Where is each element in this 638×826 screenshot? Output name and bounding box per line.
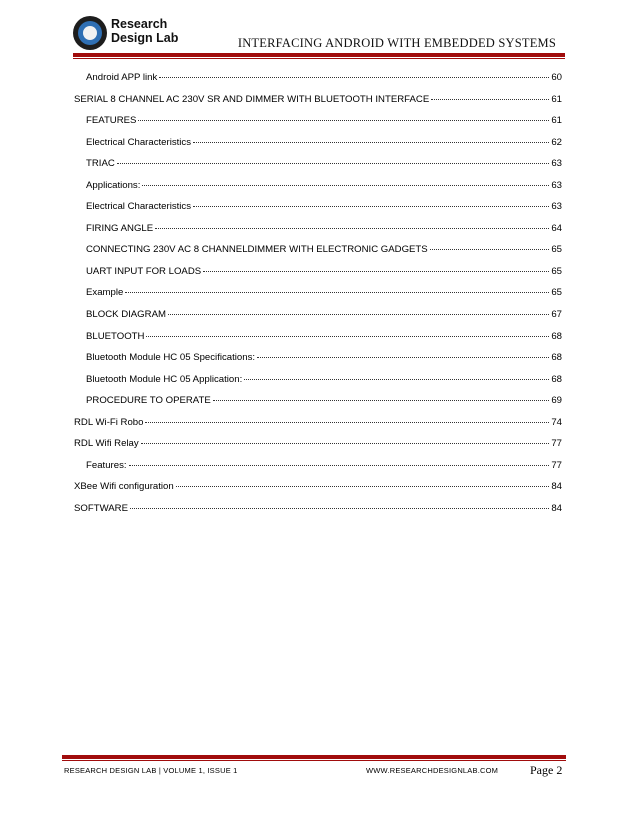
toc-entry-page: 63 <box>551 158 562 170</box>
toc-dot-leader <box>257 357 549 358</box>
toc-entry[interactable] <box>74 94 562 116</box>
research-design-lab-logo <box>73 16 223 56</box>
toc-entry[interactable] <box>74 503 562 525</box>
toc-entry-title: Applications: <box>86 179 141 191</box>
logo-text <box>111 17 178 45</box>
toc-entry[interactable] <box>74 244 562 266</box>
toc-dot-leader <box>244 379 549 380</box>
toc-entry-title: BLUETOOTH <box>86 330 145 342</box>
toc-entry-page: 84 <box>551 481 562 493</box>
logo-emblem-icon <box>73 16 107 50</box>
toc-dot-leader <box>168 314 549 315</box>
toc-entry-page: 77 <box>551 438 562 450</box>
toc-entry[interactable] <box>74 201 562 223</box>
toc-entry[interactable] <box>74 309 562 331</box>
toc-entry-page: 74 <box>551 416 562 428</box>
toc-dot-leader <box>213 400 550 401</box>
logo-line-2: Design Lab <box>111 31 179 45</box>
toc-entry-title: UART INPUT FOR LOADS <box>86 265 202 277</box>
toc-entry-page: 63 <box>551 179 562 191</box>
toc-entry-page: 65 <box>551 287 562 299</box>
toc-dot-leader <box>176 486 550 487</box>
toc-entry-title: RDL Wifi Relay <box>74 438 139 450</box>
header-rule-thin <box>73 58 565 59</box>
toc-entry-title: Bluetooth Module HC 05 Specifications: <box>86 352 256 364</box>
toc-entry-page: 65 <box>551 244 562 256</box>
toc-entry[interactable] <box>74 395 562 417</box>
toc-entry-page: 64 <box>551 222 562 234</box>
toc-entry-title: PROCEDURE TO OPERATE <box>86 395 211 407</box>
toc-entry-title: Electrical Characteristics <box>86 201 192 213</box>
toc-entry[interactable] <box>74 481 562 503</box>
toc-entry-title: Electrical Characteristics <box>86 136 192 148</box>
footer-rule <box>62 755 566 759</box>
toc-entry[interactable] <box>74 266 562 288</box>
toc-dot-leader <box>145 422 549 423</box>
toc-entry[interactable] <box>74 438 562 460</box>
toc-entry-title: SERIAL 8 CHANNEL AC 230V SR AND DIMMER WITH BLUETOOTH INTERFACE <box>74 93 430 105</box>
toc-entry[interactable] <box>74 331 562 353</box>
logo-line-1: Research <box>111 17 168 31</box>
toc-dot-leader <box>430 249 550 250</box>
toc-entry[interactable] <box>74 158 562 180</box>
toc-dot-leader <box>146 336 549 337</box>
toc-dot-leader <box>141 443 550 444</box>
toc-entry[interactable] <box>74 72 562 94</box>
toc-entry[interactable] <box>74 287 562 309</box>
toc-entry[interactable] <box>74 352 562 374</box>
toc-entry[interactable] <box>74 460 562 482</box>
toc-entry-title: CONNECTING 230V AC 8 CHANNELDIMMER WITH ELECTRONIC GADGETS <box>86 244 428 256</box>
toc-entry-title: Example <box>86 287 124 299</box>
toc-dot-leader <box>130 508 549 509</box>
toc-entry-page: 77 <box>551 459 562 471</box>
toc-entry[interactable] <box>74 137 562 159</box>
toc-dot-leader <box>193 206 549 207</box>
toc-dot-leader <box>203 271 549 272</box>
page-header <box>0 0 638 60</box>
toc-entry-page: 68 <box>551 373 562 385</box>
toc-dot-leader <box>431 99 549 100</box>
table-of-contents <box>74 72 562 524</box>
toc-entry[interactable] <box>74 115 562 137</box>
toc-entry-title: RDL Wi-Fi Robo <box>74 416 144 428</box>
page-number: Page 2 <box>530 763 563 777</box>
toc-entry-page: 69 <box>551 395 562 407</box>
footer-website: WWW.RESEARCHDESIGNLAB.COM <box>366 766 499 775</box>
toc-entry-title: XBee Wifi configuration <box>74 481 174 493</box>
footer-rule-thin <box>62 760 566 761</box>
toc-entry-title: TRIAC <box>86 158 115 170</box>
toc-entry-page: 61 <box>551 115 562 127</box>
toc-entry-title: FEATURES <box>86 115 137 127</box>
toc-entry-page: 63 <box>551 201 562 213</box>
toc-entry-page: 62 <box>551 136 562 148</box>
toc-entry-page: 65 <box>551 265 562 277</box>
toc-entry[interactable] <box>74 180 562 202</box>
toc-entry-title: FIRING ANGLE <box>86 222 154 234</box>
toc-dot-leader <box>142 185 549 186</box>
footer-publication: RESEARCH DESIGN LAB | VOLUME 1, ISSUE 1 <box>64 766 238 775</box>
document-title: INTERFACING ANDROID WITH EMBEDDED SYSTEMS <box>237 36 556 50</box>
toc-entry[interactable] <box>74 417 562 439</box>
toc-dot-leader <box>159 77 549 78</box>
toc-entry-title: Features: <box>86 459 127 471</box>
toc-entry-page: 61 <box>551 93 562 105</box>
toc-dot-leader <box>193 142 549 143</box>
toc-entry-title: BLOCK DIAGRAM <box>86 309 166 321</box>
toc-dot-leader <box>138 120 549 121</box>
toc-entry-page: 67 <box>551 309 562 321</box>
toc-dot-leader <box>129 465 550 466</box>
toc-dot-leader <box>155 228 549 229</box>
toc-entry-page: 68 <box>551 330 562 342</box>
toc-entry-title: Bluetooth Module HC 05 Application: <box>86 373 243 385</box>
toc-entry[interactable] <box>74 374 562 396</box>
toc-dot-leader <box>125 292 549 293</box>
toc-entry-title: SOFTWARE <box>74 502 129 514</box>
toc-entry-page: 68 <box>551 352 562 364</box>
toc-entry-page: 60 <box>551 72 562 83</box>
toc-entry-page: 84 <box>551 502 562 514</box>
header-rule <box>73 53 565 57</box>
toc-entry-title: Android APP link <box>86 72 158 83</box>
toc-entry[interactable] <box>74 223 562 245</box>
toc-dot-leader <box>117 163 550 164</box>
